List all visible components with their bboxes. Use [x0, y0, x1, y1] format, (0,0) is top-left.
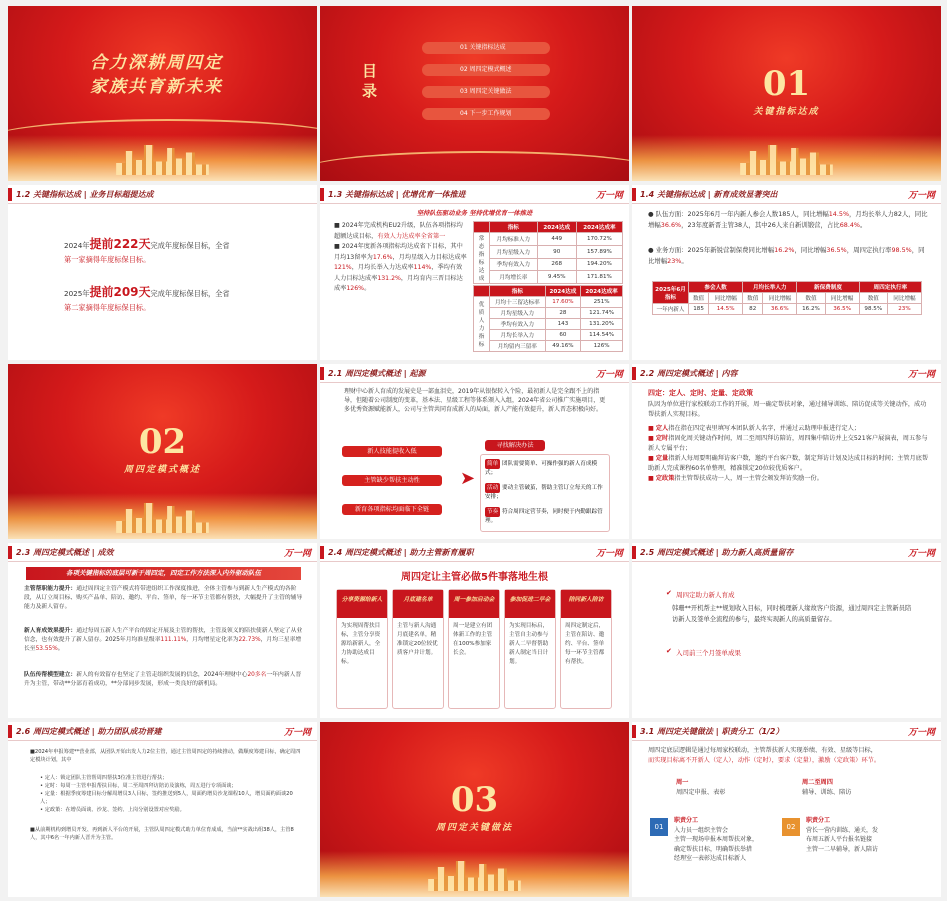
section-title: 关键指标达成	[753, 107, 820, 117]
content-intro: 队因为单位进行家校联动工作的开展，周一确定帮扶对象，通过辅导训练、陪访促成等关键动作，成功帮扶新人实现目标。	[648, 401, 927, 418]
team-paragraph: ● 队伍方面：2025年6月一年内新人参会人数185人，同比增幅14.5%，月均长举人力82人，同比增幅36.6%，23年度新晋主管38人，其中26人来自新训锻营，占比68.4%。	[648, 210, 928, 229]
slide-3-1[interactable]	[632, 722, 941, 897]
problem-1: 新人技能提收入低	[342, 446, 442, 457]
item-ding-liang: ■ 定量指新人每周要明确拜访客户数，邀约平台客户数，制定拜访计划及达成目标的时间；主管月底帮助新人完成课程60名单整理，精准锁定20位较优质客户。	[648, 455, 929, 472]
four-fix-title: 四定：定人、定时、定量、定政策	[648, 389, 753, 397]
team-paragraph-2: ■从前期机构到增员开发、再到新人平台的开展，主管队周四定模式助力单位育成成，当前**实战出组38人，主管8人，其中6名一年内新人晋升为主管。	[30, 827, 294, 841]
business-paragraph: ● 业务方面：2025年新锐营制保费同比增幅16.2%，同比增幅36.5%，周四定执行率98.5%，同比增幅23%。	[648, 246, 925, 265]
slide-header: 3.1 周四定关键做法 | 职责分工（1/2） 万一网	[632, 722, 941, 741]
card-5: 陪同新人陪访 周四定制定后，主管在陪访、邀约、平台、签单每一环节主管都有帮扶。	[560, 589, 612, 709]
toc-item-3[interactable]: 03 周四定关键做法	[422, 86, 550, 98]
section-title: 周四定模式概述	[123, 465, 201, 475]
results-heading: 入司前三个月签单成果	[676, 649, 741, 657]
slide-header: 2.5 周四定模式概述 | 助力新人高质量留存 万一网	[632, 543, 941, 562]
table-normal-indicators: 指标 2024达成 2024达成率 常态指标达成 月均标准人力 449 170.72% 月均星级入力 90 157.89% 季均有效入力 268 194.20% 月均增长率 9.45% 171.81%	[473, 221, 623, 284]
slide-section-02[interactable]	[8, 364, 317, 539]
city-skyline	[320, 851, 629, 897]
check-icon: ✔	[666, 647, 672, 655]
logic-intro: 周四定底层逻辑是通过每周家校联动，主管帮扶新人实现举绩、有效、星级等目标， 而实现目标离不开新人（定人），动作（定时），要求（定量），激励（定政策）环节。	[648, 747, 881, 764]
five-tasks-title: 周四定让主管必做5件事落地生根	[401, 572, 548, 583]
slide-2-5[interactable]	[632, 543, 941, 718]
slide-header: 1.3 关键指标达成 | 优增优育一体推进 万一网	[320, 185, 629, 204]
team-items	[40, 774, 302, 814]
slide-header: 2.1 周四定模式概述 | 起源 万一网	[320, 364, 629, 383]
target-2024: 2024年提前222天完成年度标保目标，全省 第一家摘得年度标保目标。	[64, 237, 230, 264]
slide-toc[interactable]	[320, 6, 629, 181]
step-02-badge: 02	[782, 818, 800, 836]
table-quality-indicators: 指标 2024达成 2024达成率 优质人力指标 月均十三留达标率 17.60% 251% 月均星级入力 28 121.74% 季均有效入力 143 131.20% 月均长举入力 60 114.54% 月均留内三留率 49.16% 126%	[473, 285, 623, 352]
toc-label: 目 录	[362, 62, 378, 100]
slide-2-4[interactable]	[320, 543, 629, 718]
origin-intro: 理财中心新人育成的发展史是一部血泪史，2019年从银保转入个险，最初新人是完全跟不上的指导，但随着公司制度的变革，基本法、星级工程等体系颁入入组，2024年省公司推广实施项目，更多优秀资源赋能新人，公司与主管共同育成新人的局面，新人产能有效提升，新人晋态积极向好。	[344, 388, 606, 413]
retention-paragraph: 韩珊**开机帮主**规划收入目标，同时梳理新人缘故客户资源，通过周四定主管新员陪访新人及签单全流程的参与，最终实现新人的高质量留存。	[672, 605, 912, 623]
solution-active: 活动 要动主管破茧，帮助主管订立每天的工作安排；	[485, 485, 603, 500]
slide-cover[interactable]	[8, 6, 317, 181]
item-ding-shi: ■ 定时指固化周关键动作时间，周二至周四拜访陪访，周四集中陪访并上交521客户展演表，周五参与新人专属平台；	[648, 435, 928, 452]
slide-section-01[interactable]	[632, 6, 941, 181]
slide-1-4[interactable]	[632, 185, 941, 360]
gold-wave	[320, 151, 629, 181]
bullet-1: ■ 2024年完成机构EU2升级，队伍各项指标均超额达成目标，有效人力达成率全省第一	[334, 222, 463, 240]
city-skyline	[8, 135, 317, 181]
bullet-list	[334, 221, 468, 295]
team-item: • 定政策：在增员面谈、沙龙、签约、上岗分别设置对应奖励。	[40, 807, 185, 813]
team-item: • 定人：锁定团队主管帮周四帮扶3位准主管进行帮扶；	[40, 775, 168, 781]
target-2025: 2025年提前209天完成年度标保目标，全省 第二家摘得年度标保目标。	[64, 285, 230, 312]
solution-rhythm: 节奏 符合周四定营节奏，同时便于内勤跟踪管理。	[485, 509, 603, 524]
monday-label: 周一 周四定申报、表彰	[676, 779, 726, 796]
problem-2: 主管缺少帮扶主动性	[342, 475, 442, 486]
slide-header: 2.3 周四定模式概述 | 成效 万一网	[8, 543, 317, 562]
content-items	[648, 424, 930, 484]
duty-2: 职责分工 营长一营内训练、通关，发 布周五新人平台报名链接 主管一二早辅导，新人陪访	[806, 817, 879, 853]
effect-2: 新人育成效果提升：通过每周五新人生产平台的固定开展及主管的帮扶，主管及领义的陪扶使新人坚定了从业信念，也有效提升了新人留存。2025年月均准星级率111.11%，月均增星定化率为22.73%，月均三星率增长至53.55%。	[24, 628, 303, 652]
table-new-hire-metrics: 2025年6月指标 参会人数 月均长举人力 新保费制度 周四定执行率 数值 同比增幅 数值 同比增幅 数值 同比增幅 数值 同比增幅 一年内新人 185 14.5% 82 36.6% 16.2% 36.5% 98.5% 23%	[652, 281, 922, 315]
item-ding-ren: ■ 定人指在指在四定表里填写本团队新人名字，并通过云助理申报进行定人；	[648, 425, 861, 432]
toc-item-1[interactable]: 01 关键指标达成	[422, 42, 550, 54]
check-icon: ✔	[666, 589, 672, 597]
section-number: 01	[762, 64, 811, 104]
slide-1-2[interactable]	[8, 185, 317, 360]
slide-2-6[interactable]	[8, 722, 317, 897]
slide-header: 2.6 周四定模式概述 | 助力团队成功晋建 万一网	[8, 722, 317, 741]
bullet-2: ■ 2024年度新各项指标均达成省下目标，其中月均13留率为17.6%，月均星级入力目标达成率121%，月均长举入力达成率114%，季均有效人力目标达成率131.2%，月均育内三晋目标达成率126%。	[334, 243, 467, 292]
effect-3: 队伍传帮模型建立：新人的有效留存也坚定了主管走组织发展的信念，2024年理财中心20多名一年内新人晋升为主管，带动**分部育着成功，**分部同步发展，形成一类良好的新机局。	[24, 672, 302, 687]
duty-1: 职责分工 入力员一组织主管会 主管一现场申报本周帮扶对象， 确定帮扶目标，明确帮扶举措 经理室一表彰达成目标新人	[674, 817, 759, 862]
solution-simple: 简单 团队需要简单、可操作强的新人育成模式；	[485, 461, 598, 476]
team-item: • 定时：每周一主管申报帮扶目标，周二至周四拜访陪访及演练，周五进行专项面谈；	[40, 783, 237, 789]
slide-header: 2.2 周四定模式概述 | 内容 万一网	[632, 364, 941, 383]
slide-header: 1.4 关键指标达成 | 新育成效显著突出 万一网	[632, 185, 941, 204]
banner: 坚持队伍驱动业务 坚持优增优育一体推进	[416, 210, 533, 217]
city-skyline	[632, 135, 941, 181]
toc-item-2[interactable]: 02 周四定模式概述	[422, 64, 550, 76]
solution-tag: 寻找解决办法	[485, 440, 545, 451]
slide-section-03[interactable]	[320, 722, 629, 897]
banner: 各项关键指标的底层可新于周四定，四定工作方法深入内外驱动队伍	[26, 567, 301, 580]
toc-item-4[interactable]: 04 下一步工作规划	[422, 108, 550, 120]
team-item: • 定量：根据季度筹建目标分解周增员3人目标，签约推送到5人，周面约增员沙龙课程10人，增员面约面谈20人；	[40, 791, 293, 805]
team-paragraph-1: ■2024年申报筹建**营业部，从团队开始出发人力2位主管，通过主管周四定的持续推动，做顺度筹建目标，确定周四定模块计划，其中	[30, 749, 301, 763]
problem-3: 新育各项指标均面临下全链	[342, 504, 442, 515]
card-1: 分享资源给新人 为实现周帮扶目标，主管分享资源给新新人，全力协助达成目标。	[336, 589, 388, 709]
card-2: 月底建名单 主管与新人沟通月底建名单，精准锁定20位较优质客户并计划。	[392, 589, 444, 709]
solution-box	[480, 454, 610, 532]
slide-header: 2.4 周四定模式概述 | 助力主管新育履职 万一网	[320, 543, 629, 562]
section-title: 周四定关键做法	[435, 823, 513, 833]
city-skyline	[8, 493, 317, 539]
slide-2-2[interactable]	[632, 364, 941, 539]
cover-title-line1: 合力深耕周四定	[90, 53, 223, 73]
arrow-icon: ➤	[460, 468, 476, 489]
card-3: 周一参加启动会 周一是建立有团体新工作的主管在100%参加家长会。	[448, 589, 500, 709]
effect-1: 主管帮职能力提升：通过周四定主管产模式将带进组织工作深度推进，全体主管参与到新人生产模式的各阶段，从订立周目标、购买产品单、陪访、邀约、平台、签单，每一环节主管都有帮扶，大幅提升了主管的辅导能力及新人留存。	[24, 586, 303, 610]
slide-2-1[interactable]	[320, 364, 629, 539]
card-4: 参加促进二早会 为实现目标启，主管自主动参与新人二早督帮助新人制定当日计划。	[504, 589, 556, 709]
slide-header: 1.2 关键指标达成 | 业务目标超提达成	[8, 185, 317, 204]
item-ding-zhengce: ■ 定政策指主管帮扶成功一人，周一主管会颁发拜访奖励一份。	[648, 475, 823, 482]
cover-title-line2: 家族共育新未来	[90, 77, 223, 97]
slide-1-3[interactable]	[320, 185, 629, 360]
section-number: 03	[450, 780, 499, 820]
retention-heading: 周四定助力新人育成	[676, 591, 735, 599]
tue-thu-label: 周二至周四 辅导、训练、陪访	[802, 779, 852, 796]
section-number: 02	[138, 422, 187, 462]
slide-2-3[interactable]	[8, 543, 317, 718]
step-01-badge: 01	[650, 818, 668, 836]
